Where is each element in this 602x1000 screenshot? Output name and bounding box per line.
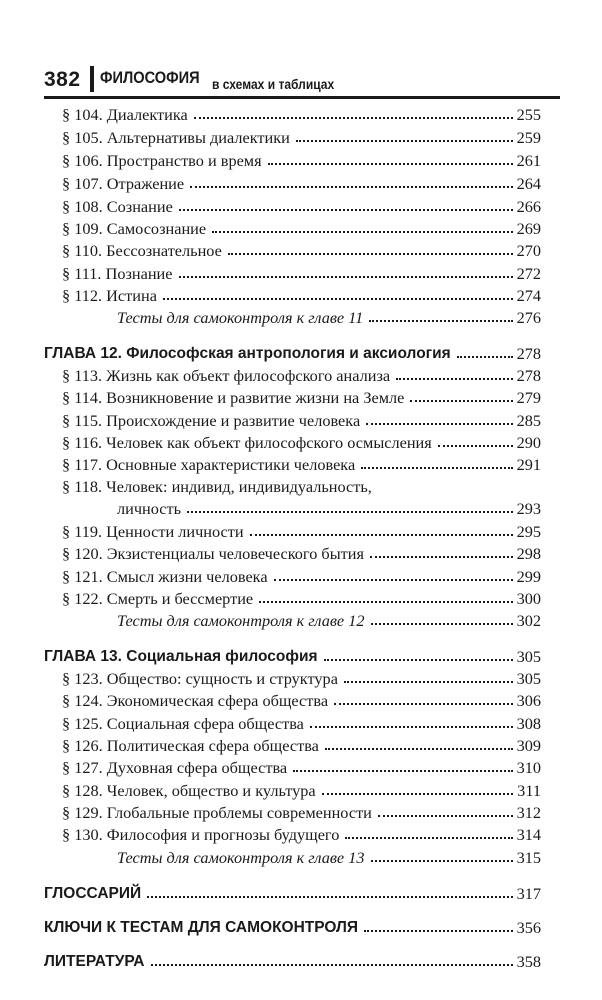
toc-item-title: Тесты для самоконтроля к главе 11 [117, 308, 364, 327]
toc-page-number: 290 [516, 433, 541, 452]
dot-leader [371, 623, 513, 625]
chapter-title: ГЛАВА 13. Социальная философия [44, 648, 318, 665]
toc-item-title: § 116. Человек как объект философского осмысления [62, 433, 432, 452]
toc-item[interactable] [62, 364, 541, 386]
toc-page-number: 278 [516, 344, 541, 363]
dot-leader [259, 601, 512, 603]
toc-page-number: 315 [516, 848, 541, 867]
toc-item[interactable] [62, 779, 541, 801]
toc-item-title: § 115. Происхождение и развитие человека [62, 411, 361, 430]
toc-item-title: § 130. Философия и прогнозы будущего [62, 825, 340, 844]
dot-leader [274, 579, 513, 581]
dot-leader [366, 423, 512, 425]
toc-item[interactable] [62, 565, 541, 587]
toc-item[interactable] [62, 239, 541, 261]
toc-page-number: 266 [516, 197, 541, 216]
toc-item-title: § 127. Духовная сфера общества [62, 758, 288, 777]
dot-leader [325, 748, 513, 750]
toc-page-number: 311 [517, 781, 541, 800]
dot-leader [396, 378, 512, 380]
toc-item[interactable] [117, 497, 541, 519]
section-title: КЛЮЧИ К ТЕСТАМ ДЛЯ САМОКОНТРОЛЯ [44, 919, 359, 936]
toc-page-number: 279 [516, 388, 541, 407]
page-number: 382 [44, 68, 81, 91]
toc-item-title: § 126. Политическая сфера общества [62, 736, 319, 755]
toc-item[interactable] [62, 823, 541, 845]
toc-test-keys[interactable] [44, 916, 541, 938]
toc-item-title: § 109. Самосознание [62, 219, 207, 238]
toc-glossary[interactable] [44, 882, 541, 904]
toc-item-title: § 128. Человек, общество и культура [62, 781, 316, 800]
dot-leader [228, 253, 513, 255]
toc-page-number: 298 [516, 544, 541, 563]
toc-page-number: 274 [516, 286, 541, 305]
toc-item[interactable] [62, 149, 541, 171]
toc-page-number: 291 [516, 455, 541, 474]
toc-item[interactable] [62, 431, 541, 453]
toc-item-title: § 124. Экономическая сфера общества [62, 691, 329, 710]
dot-leader [147, 896, 512, 898]
toc-page-number: 305 [516, 647, 541, 666]
toc-page-number: 261 [516, 151, 541, 170]
toc-item-title: § 117. Основные характеристики человека [62, 455, 356, 474]
book-title: ФИЛОСОФИЯ [100, 68, 200, 87]
book-subtitle: в схемах и таблицах [212, 76, 335, 92]
toc-page-number: 272 [516, 264, 541, 283]
toc-page-number: 308 [516, 714, 541, 733]
toc-page-number: 276 [516, 308, 541, 327]
toc-page-number: 302 [516, 611, 541, 630]
toc-item[interactable] [62, 409, 541, 431]
dot-leader [310, 726, 513, 728]
toc-item-title: § 107. Отражение [62, 174, 185, 193]
toc-page-number: 299 [516, 567, 541, 586]
toc-page-number: 314 [516, 825, 541, 844]
dot-leader [322, 793, 514, 795]
toc-item-title: § 104. Диалектика [62, 105, 188, 124]
dot-leader [151, 964, 513, 966]
toc-page-number: 293 [516, 499, 541, 518]
toc-literature[interactable] [44, 950, 541, 972]
toc-page-number: 305 [516, 669, 541, 688]
toc-item[interactable] [62, 667, 541, 689]
toc-item-title-line1[interactable]: § 118. Человек: индивид, индивидуальность, [62, 477, 372, 496]
toc-item-title-line2: личность [117, 499, 182, 518]
toc-item-title: § 111. Познание [62, 264, 173, 283]
toc-item[interactable] [62, 103, 541, 125]
toc-item-title: Тесты для самоконтроля к главе 12 [117, 611, 365, 630]
toc-chapter-12[interactable] [44, 342, 541, 364]
toc-item[interactable] [62, 172, 541, 194]
toc-page-number: 278 [516, 366, 541, 385]
toc-page-number: 356 [516, 918, 541, 937]
toc-item-title: § 108. Сознание [62, 197, 173, 216]
toc-item-title: § 114. Возникновение и развитие жизни на Земле [62, 388, 405, 407]
toc-page-number: 259 [516, 128, 541, 147]
toc-page-number: 317 [516, 884, 541, 903]
toc-item-title: § 129. Глобальные проблемы современности [62, 803, 372, 822]
toc-chapter-13[interactable] [44, 645, 541, 667]
toc-item-title: § 106. Пространство и время [62, 151, 262, 170]
toc-page-number: 300 [516, 589, 541, 608]
dot-leader [194, 117, 513, 119]
toc-tests-item[interactable] [117, 846, 541, 868]
toc-item[interactable] [62, 126, 541, 148]
dot-leader [410, 400, 512, 402]
dot-leader [361, 467, 512, 469]
dot-leader [457, 356, 513, 358]
section-title: ГЛОССАРИЙ [44, 885, 142, 902]
dot-leader [364, 930, 513, 932]
toc-page-number: 255 [516, 105, 541, 124]
toc-page-number: 269 [516, 219, 541, 238]
toc-item[interactable] [62, 734, 541, 756]
toc-item[interactable] [62, 195, 541, 217]
dot-leader [370, 556, 513, 558]
dot-leader [369, 320, 512, 322]
toc-item-title: § 105. Альтернативы диалектики [62, 128, 290, 147]
dot-leader [334, 703, 513, 705]
toc-item-title: Тесты для самоконтроля к главе 13 [117, 848, 365, 867]
dot-leader [212, 231, 512, 233]
toc-item[interactable] [62, 284, 541, 306]
header-rule [44, 96, 560, 99]
dot-leader [293, 770, 512, 772]
dot-leader [268, 163, 513, 165]
dot-leader [187, 511, 513, 513]
toc-page-number: 358 [516, 952, 541, 971]
toc-page-number: 310 [516, 758, 541, 777]
toc-item-title: § 113. Жизнь как объект философского анализа [62, 366, 391, 385]
dot-leader [345, 837, 512, 839]
toc-page-number: 285 [516, 411, 541, 430]
dot-leader [250, 534, 513, 536]
toc-page-number: 264 [516, 174, 541, 193]
toc-tests-item[interactable] [117, 609, 541, 631]
toc-item[interactable] [62, 542, 541, 564]
toc-item[interactable] [62, 520, 541, 542]
header-divider [90, 66, 94, 92]
dot-leader [438, 445, 513, 447]
chapter-title: ГЛАВА 12. Философская антропология и аксиология [44, 345, 451, 362]
toc-item-title: § 125. Социальная сфера общества [62, 714, 304, 733]
dot-leader [163, 298, 513, 300]
toc-item[interactable] [62, 262, 541, 284]
toc-item[interactable] [62, 217, 541, 239]
section-title: ЛИТЕРАТУРА [44, 953, 145, 970]
dot-leader [296, 140, 513, 142]
toc-item-title: § 120. Экзистенциалы человеческого бытия [62, 544, 364, 563]
dot-leader [324, 659, 513, 661]
toc-page-number: 295 [516, 522, 541, 541]
dot-leader [179, 209, 513, 211]
toc-tests-item[interactable] [117, 306, 541, 328]
toc-item-title: § 123. Общество: сущность и структура [62, 669, 338, 688]
toc-item-title: § 112. Истина [62, 286, 157, 305]
toc-item[interactable] [62, 386, 541, 408]
dot-leader [190, 186, 512, 188]
toc-page-number: 309 [516, 736, 541, 755]
dot-leader [344, 681, 513, 683]
toc-item[interactable] [62, 712, 541, 734]
toc-item[interactable] [62, 453, 541, 475]
toc-item[interactable] [62, 756, 541, 778]
toc-page-number: 312 [516, 803, 541, 822]
toc-item-title: § 121. Смысл жизни человека [62, 567, 268, 586]
toc-item-title: § 110. Бессознательное [62, 241, 222, 260]
toc-item-title: § 122. Смерть и бессмертие [62, 589, 254, 608]
toc-item-title: § 119. Ценности личности [62, 522, 244, 541]
toc-item[interactable] [62, 587, 541, 609]
dot-leader [378, 815, 513, 817]
toc-page-number: 306 [516, 691, 541, 710]
toc-page-number: 270 [516, 241, 541, 260]
dot-leader [179, 276, 513, 278]
dot-leader [371, 860, 513, 862]
toc-item[interactable] [62, 801, 541, 823]
toc-item[interactable] [62, 689, 541, 711]
